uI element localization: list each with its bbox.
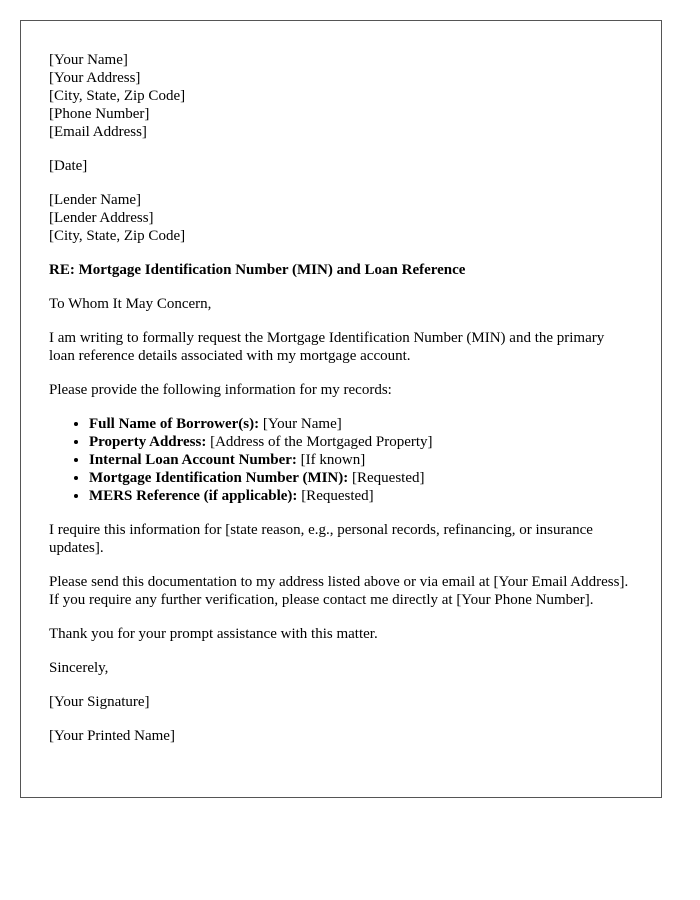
- list-item: [89, 415, 633, 433]
- sender-email: [Email Address]: [49, 124, 147, 140]
- list-item: [89, 487, 633, 505]
- reason-paragraph: I require this information for [state reason, e.g., personal records, refinancing, or insurance updates].: [49, 522, 593, 556]
- sender-name: [Your Name]: [49, 52, 128, 68]
- subject-line: RE: Mortgage Identification Number (MIN) and Loan Reference: [49, 262, 466, 278]
- lender-address: [Lender Address]: [49, 210, 154, 226]
- lender-name: [Lender Name]: [49, 192, 142, 208]
- letter-date: [Date]: [49, 158, 88, 174]
- item-value: [Requested]: [297, 488, 374, 504]
- printed-name: [Your Printed Name]: [49, 728, 175, 744]
- item-value: [Your Name]: [259, 416, 342, 432]
- item-label: Property Address:: [89, 434, 207, 450]
- letter-page: [20, 20, 662, 798]
- send-info-paragraph: Please send this documentation to my address listed above or via email at [Your Email Address]. If you require any further verification, please contact me directly at [Your Phone Number].: [49, 574, 629, 608]
- lender-city-state-zip: [City, State, Zip Code]: [49, 228, 186, 244]
- item-value: [Requested]: [348, 470, 425, 486]
- list-item: [89, 451, 633, 469]
- sender-city-state-zip: [City, State, Zip Code]: [49, 88, 186, 104]
- closing: Sincerely,: [49, 660, 109, 676]
- requested-info-list: [49, 415, 633, 505]
- sender-phone: [Phone Number]: [49, 106, 150, 122]
- list-item: [89, 433, 633, 451]
- item-label: MERS Reference (if applicable):: [89, 488, 298, 504]
- item-value: [Address of the Mortgaged Property]: [206, 434, 433, 450]
- signature: [Your Signature]: [49, 694, 150, 710]
- list-intro: Please provide the following information for my records:: [49, 382, 392, 398]
- item-value: [If known]: [296, 452, 366, 468]
- sender-address-block: [49, 51, 633, 141]
- intro-paragraph: I am writing to formally request the Mortgage Identification Number (MIN) and the primary loan reference details associated with my mortgage account.: [49, 330, 605, 364]
- item-label: Internal Loan Account Number:: [89, 452, 297, 468]
- thanks-paragraph: Thank you for your prompt assistance with this matter.: [49, 626, 378, 642]
- sender-address: [Your Address]: [49, 70, 141, 86]
- item-label: Mortgage Identification Number (MIN):: [89, 470, 349, 486]
- list-item: [89, 469, 633, 487]
- item-label: Full Name of Borrower(s):: [89, 416, 260, 432]
- recipient-address-block: [49, 191, 633, 245]
- salutation: To Whom It May Concern,: [49, 296, 212, 312]
